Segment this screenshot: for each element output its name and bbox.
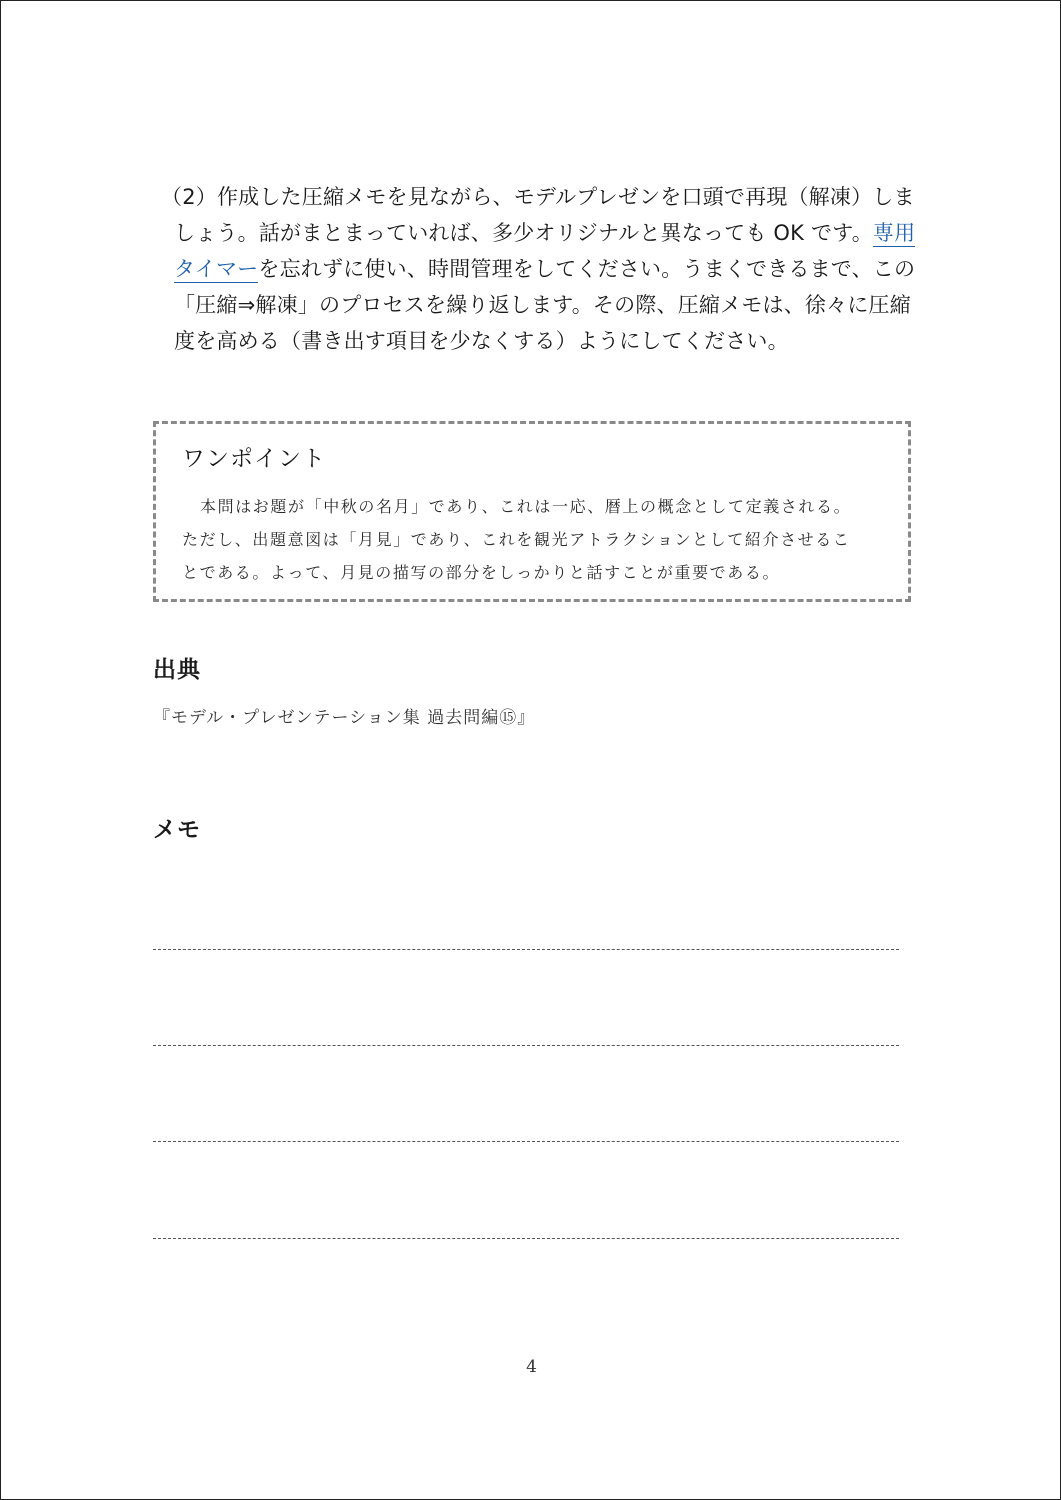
memo-writing-line[interactable]: [153, 1045, 899, 1046]
timer-link[interactable]: タイマー: [174, 257, 259, 281]
timer-link[interactable]: 専用: [872, 221, 916, 245]
onepoint-line: ただし、出題意図は「月見」であり、これを観光アトラクションとして紹介させるこ: [182, 530, 851, 549]
instruction-line: [161, 215, 921, 251]
memo-heading: メモ: [153, 817, 201, 843]
instruction-text: しょう。話がまとまっていれば、多少オリジナルと異なっても OK です。: [174, 221, 873, 245]
instruction-line: （2）作成した圧縮メモを見ながら、モデルプレゼンを口頭で再現（解凍）しま: [161, 185, 915, 209]
source-heading: 出典: [153, 657, 201, 683]
memo-writing-line[interactable]: [153, 949, 899, 950]
instruction-text: を忘れずに使い、時間管理をしてください。うまくできるまで、この: [258, 257, 916, 281]
instruction-line: 度を高める（書き出す項目を少なくする）ようにしてください。: [174, 329, 789, 353]
memo-writing-line[interactable]: [153, 1238, 899, 1239]
source-citation: 『モデル・プレゼンテーション集 過去問編⑮』: [153, 708, 536, 728]
instruction-paragraph: [161, 179, 921, 359]
instruction-line: 「圧縮⇒解凍」のプロセスを繰り返します。その際、圧縮メモは、徐々に圧縮: [174, 293, 911, 317]
page-number: 4: [526, 1357, 537, 1377]
onepoint-title: ワンポイント: [182, 446, 326, 472]
onepoint-line: 本問はお題が「中秋の名月」であり、これは一応、暦上の概念として定義される。: [200, 497, 852, 516]
instruction-line: [161, 251, 921, 287]
onepoint-body: [182, 490, 892, 589]
onepoint-line: とである。よって、月見の描写の部分をしっかりと話すことが重要である。: [182, 563, 781, 582]
onepoint-box: [153, 421, 911, 602]
memo-writing-line[interactable]: [153, 1141, 899, 1142]
